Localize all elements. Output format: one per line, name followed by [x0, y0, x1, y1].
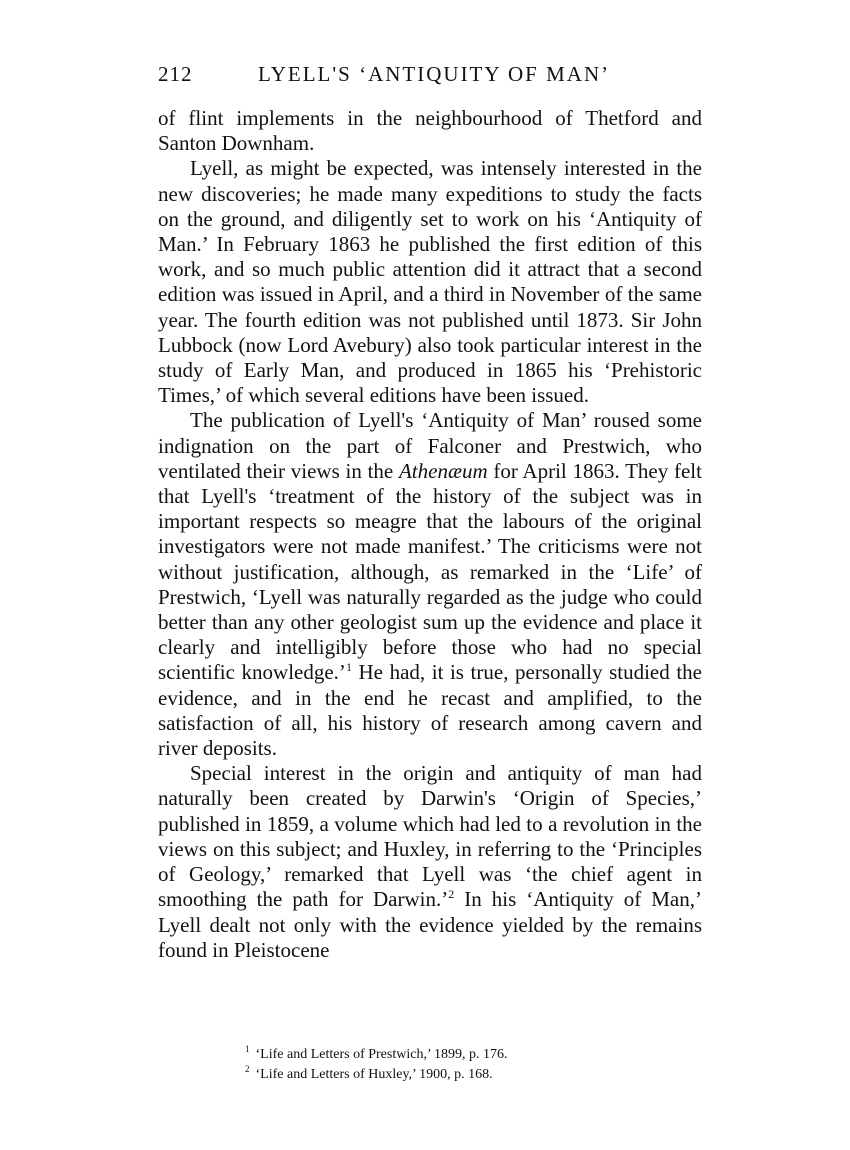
paragraph [158, 761, 702, 963]
footnote-text: ‘Life and Letters of Huxley,’ 1900, p. 168. [255, 1067, 493, 1082]
page-number: 212 [158, 62, 193, 86]
paragraph-text: In his ‘Antiquity of Man,’ Lyell dealt not only with the evidence yielded by the remains found in Pleistocene [158, 887, 702, 962]
footnote-reference: 1 [345, 660, 352, 675]
italic-title: Athenæum [398, 458, 488, 483]
footnote [245, 1065, 705, 1085]
footnote [245, 1045, 705, 1065]
footnote-reference: 2 [448, 887, 455, 902]
paragraph [158, 408, 702, 761]
paragraph-text: for April 1863. They felt that Lyell's ‘treatment of the history of the subject was in important respects so meagre that the labours of the original investigators were not made manifest.’ The criticisms were not without justification, although, as remarked in the ‘Life’ of Prestwich, ‘Lyell was naturally regarded as the judge who could better than any other geologist sum up the evidence and place it clearly and intelligibly before those who had no special scientific knowledge.’ [158, 458, 702, 685]
footnotes [245, 1045, 705, 1085]
paragraph-text: Special interest in the origin and antiquity of man had naturally been created by Darwin's ‘Origin of Species,’ published in 1859, a volume which had led to a revolution in the views on this subject; and Huxley, in referring to the ‘Principles of Geology,’ remarked that Lyell was ‘the chief agent in smoothing the path for Darwin.’ [158, 761, 702, 912]
paragraph-text: He had, it is true, personally studied the evidence, and in the end he recast and amplified, to the satisfaction of all, his history of research among cavern and river deposits. [158, 660, 702, 761]
footnote-mark: 1 [245, 1044, 250, 1055]
page-header [158, 62, 703, 92]
footnote-mark: 2 [245, 1064, 250, 1075]
running-title: LYELL'S ‘ANTIQUITY OF MAN’ [258, 62, 611, 86]
body-text [158, 106, 702, 963]
paragraph-text: The publication of Lyell's ‘Antiquity of Man’ roused some indignation on the part of Falconer and Prestwich, who ventilated their views in the [158, 408, 702, 483]
paragraph: of flint implements in the neighbourhood of Thetford and Santon Downham. [158, 106, 702, 156]
footnote-text: ‘Life and Letters of Prestwich,’ 1899, p. 176. [255, 1047, 508, 1062]
paragraph: Lyell, as might be expected, was intensely interested in the new discoveries; he made many expeditions to study the facts on the ground, and diligently set to work on his ‘Antiquity of Man.’ In February 1863 he published the first edition of this work, and so much public attention did it attract that a second edition was issued in April, and a third in November of the same year. The fourth edition was not published until 1873. Sir John Lubbock (now Lord Avebury) also took particular interest in the study of Early Man, and produced in 1865 his ‘Prehistoric Times,’ of which several editions have been issued. [158, 156, 702, 408]
